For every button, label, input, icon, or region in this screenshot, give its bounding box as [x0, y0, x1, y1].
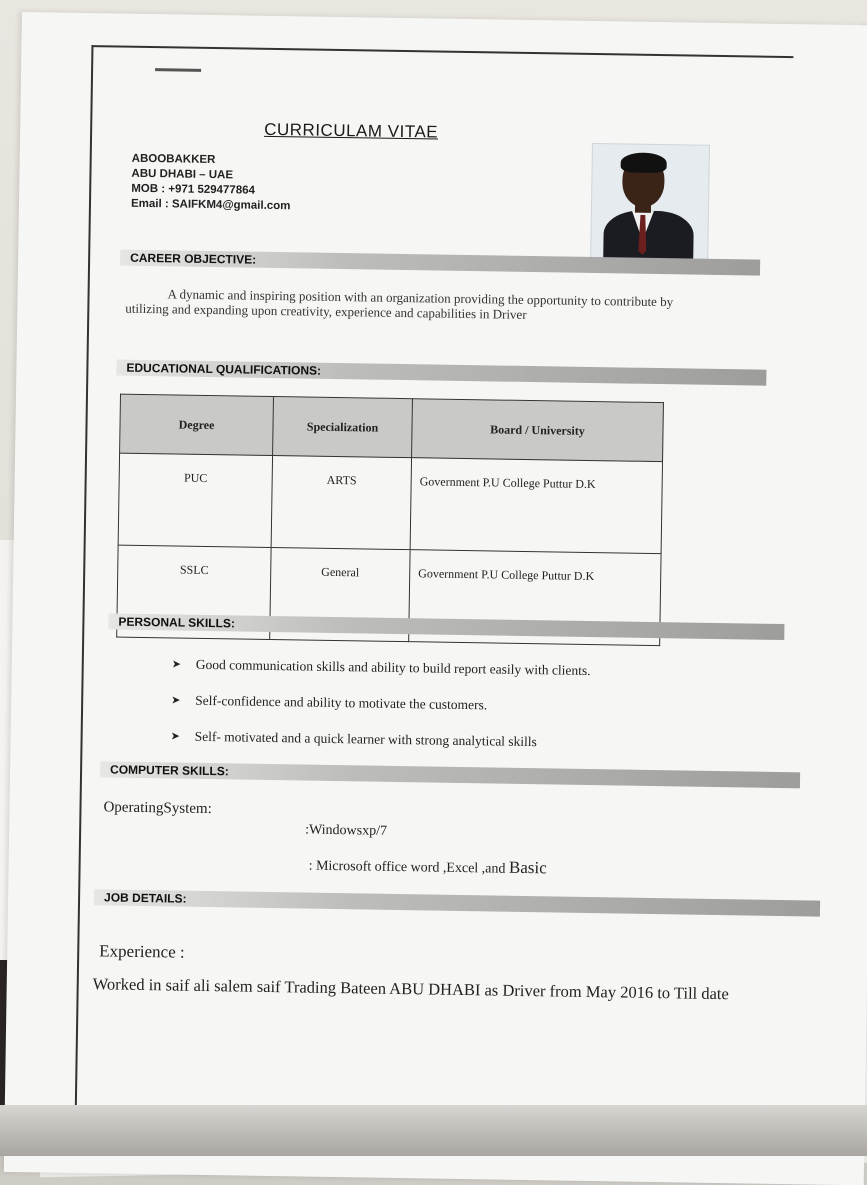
specialization-cell: ARTS: [271, 455, 411, 549]
arrow-bullet-icon: ➤: [170, 730, 180, 743]
profile-photo: [590, 143, 710, 263]
board-cell: Government P.U College Puttur D.K: [410, 458, 662, 554]
experience-label: Experience :: [99, 941, 185, 962]
document-title: CURRICULAM VITAE: [264, 119, 439, 142]
arrow-bullet-icon: ➤: [171, 694, 181, 707]
column-specialization: Specialization: [273, 396, 413, 457]
os-label: OperatingSystem:: [103, 799, 212, 818]
experience-text: Worked in saif ali salem saif Trading Bateen ABU DHABI as Driver from May 2016 to Till date: [92, 974, 729, 1004]
education-table: [116, 394, 664, 647]
desk-edge: [0, 1105, 867, 1156]
education-table-header: [120, 394, 664, 462]
skill-text: Self-confidence and ability to motivate the customers.: [195, 692, 488, 713]
contact-block: [131, 152, 291, 214]
skill-text: Good communication skills and ability to build report easily with clients.: [195, 656, 591, 679]
office-value: : Microsoft office word ,Excel ,and: [308, 858, 506, 877]
applicant-name: ABOOBAKKER: [131, 152, 216, 167]
office-extra: Basic: [508, 857, 547, 878]
career-objective-heading: CAREER OBJECTIVE:: [130, 250, 257, 267]
table-row: [118, 453, 662, 554]
education-heading: EDUCATIONAL QUALIFICATIONS:: [126, 360, 322, 378]
specialization-cell: General: [270, 547, 410, 641]
computer-skills-heading: COMPUTER SKILLS:: [110, 762, 229, 779]
degree-cell: SSLC: [117, 545, 271, 639]
applicant-email: Email : SAIFKM4@gmail.com: [130, 197, 291, 213]
office-skills: [308, 855, 546, 879]
applicant-location: ABU DHABI – UAE: [131, 167, 234, 182]
degree-cell: PUC: [118, 453, 272, 547]
applicant-mobile: MOB : +971 529477864: [131, 182, 256, 197]
personal-skills-heading: PERSONAL SKILLS:: [118, 614, 236, 631]
skill-text: Self- motivated and a quick learner with strong analytical skills: [194, 728, 538, 750]
column-board: Board / University: [412, 399, 664, 462]
cv-page: [4, 12, 867, 1185]
job-details-heading: JOB DETAILS:: [103, 890, 187, 906]
photo-hair: [621, 152, 667, 173]
os-value: :Windowsxp/7: [305, 822, 388, 839]
arrow-bullet-icon: ➤: [171, 658, 182, 671]
career-objective-text: A dynamic and inspiring position with an organization providing the opportunity to contribute by utilizing and expanding upon creativity, experience and capabilities in Driver: [125, 286, 674, 322]
column-degree: Degree: [120, 394, 274, 455]
board-cell: Government P.U College Puttur D.K: [409, 550, 661, 646]
